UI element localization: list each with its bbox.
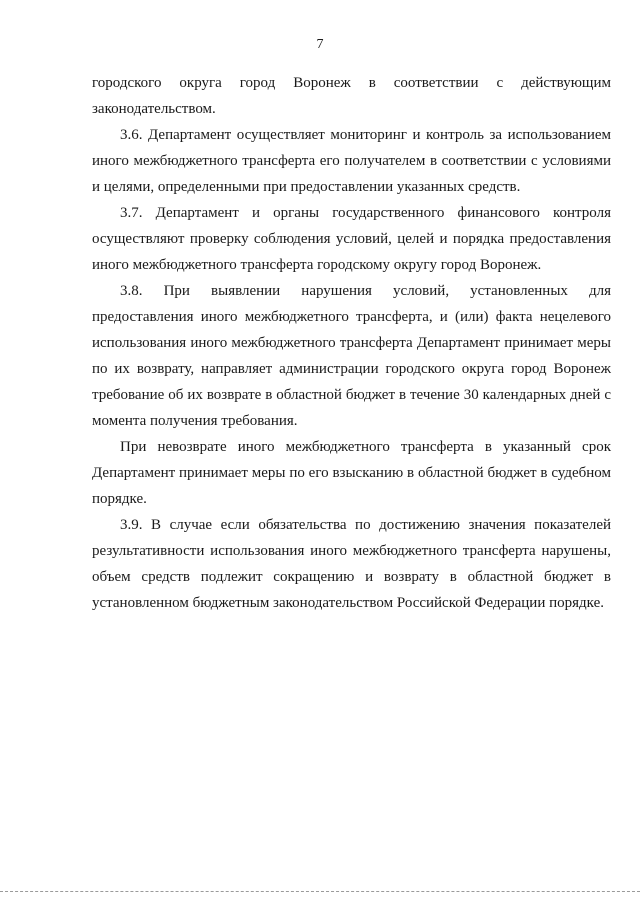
- paragraph-3-8-nonreturn: При невозврате иного межбюджетного трансферта в указанный срок Департамент принимает меры по его взысканию в областной бюджет в судебном порядке.: [92, 439, 611, 507]
- paragraph-continuation: городского округа город Воронеж в соответствии с действующим законодательством.: [92, 75, 611, 117]
- paragraph-3-7: 3.7. Департамент и органы государственного финансового контроля осуществляют проверку соблюдения условий, целей и порядка предоставления иного межбюджетного трансферта городскому округу город Воронеж.: [92, 205, 611, 273]
- paragraph-3-8: 3.8. При выявлении нарушения условий, установленных для предоставления иного межбюджетного трансферта, и (или) факта нецелевого использования иного межбюджетного трансферта Департамент принимает меры по их возврату, направляет администрации городского округа город Воронеж требование об их возврате в областной бюджет в течение 30 календарных дней с момента получения требования.: [92, 283, 611, 429]
- scan-edge-line: [0, 891, 640, 892]
- paragraph-3-9: 3.9. В случае если обязательства по достижению значения показателей результативности использования иного межбюджетного трансферта нарушены, объем средств подлежит сокращению и возврату в областной бюджет в установленном бюджетным законодательством Российской Федерации порядке.: [92, 517, 611, 611]
- page-number: 7: [316, 37, 324, 52]
- paragraph-3-6: 3.6. Департамент осуществляет мониторинг и контроль за использованием иного межбюджетного трансферта его получателем в соответствии с условиями и целями, определенными при предоставлении указанных средств.: [92, 127, 611, 195]
- document-body: [92, 70, 611, 616]
